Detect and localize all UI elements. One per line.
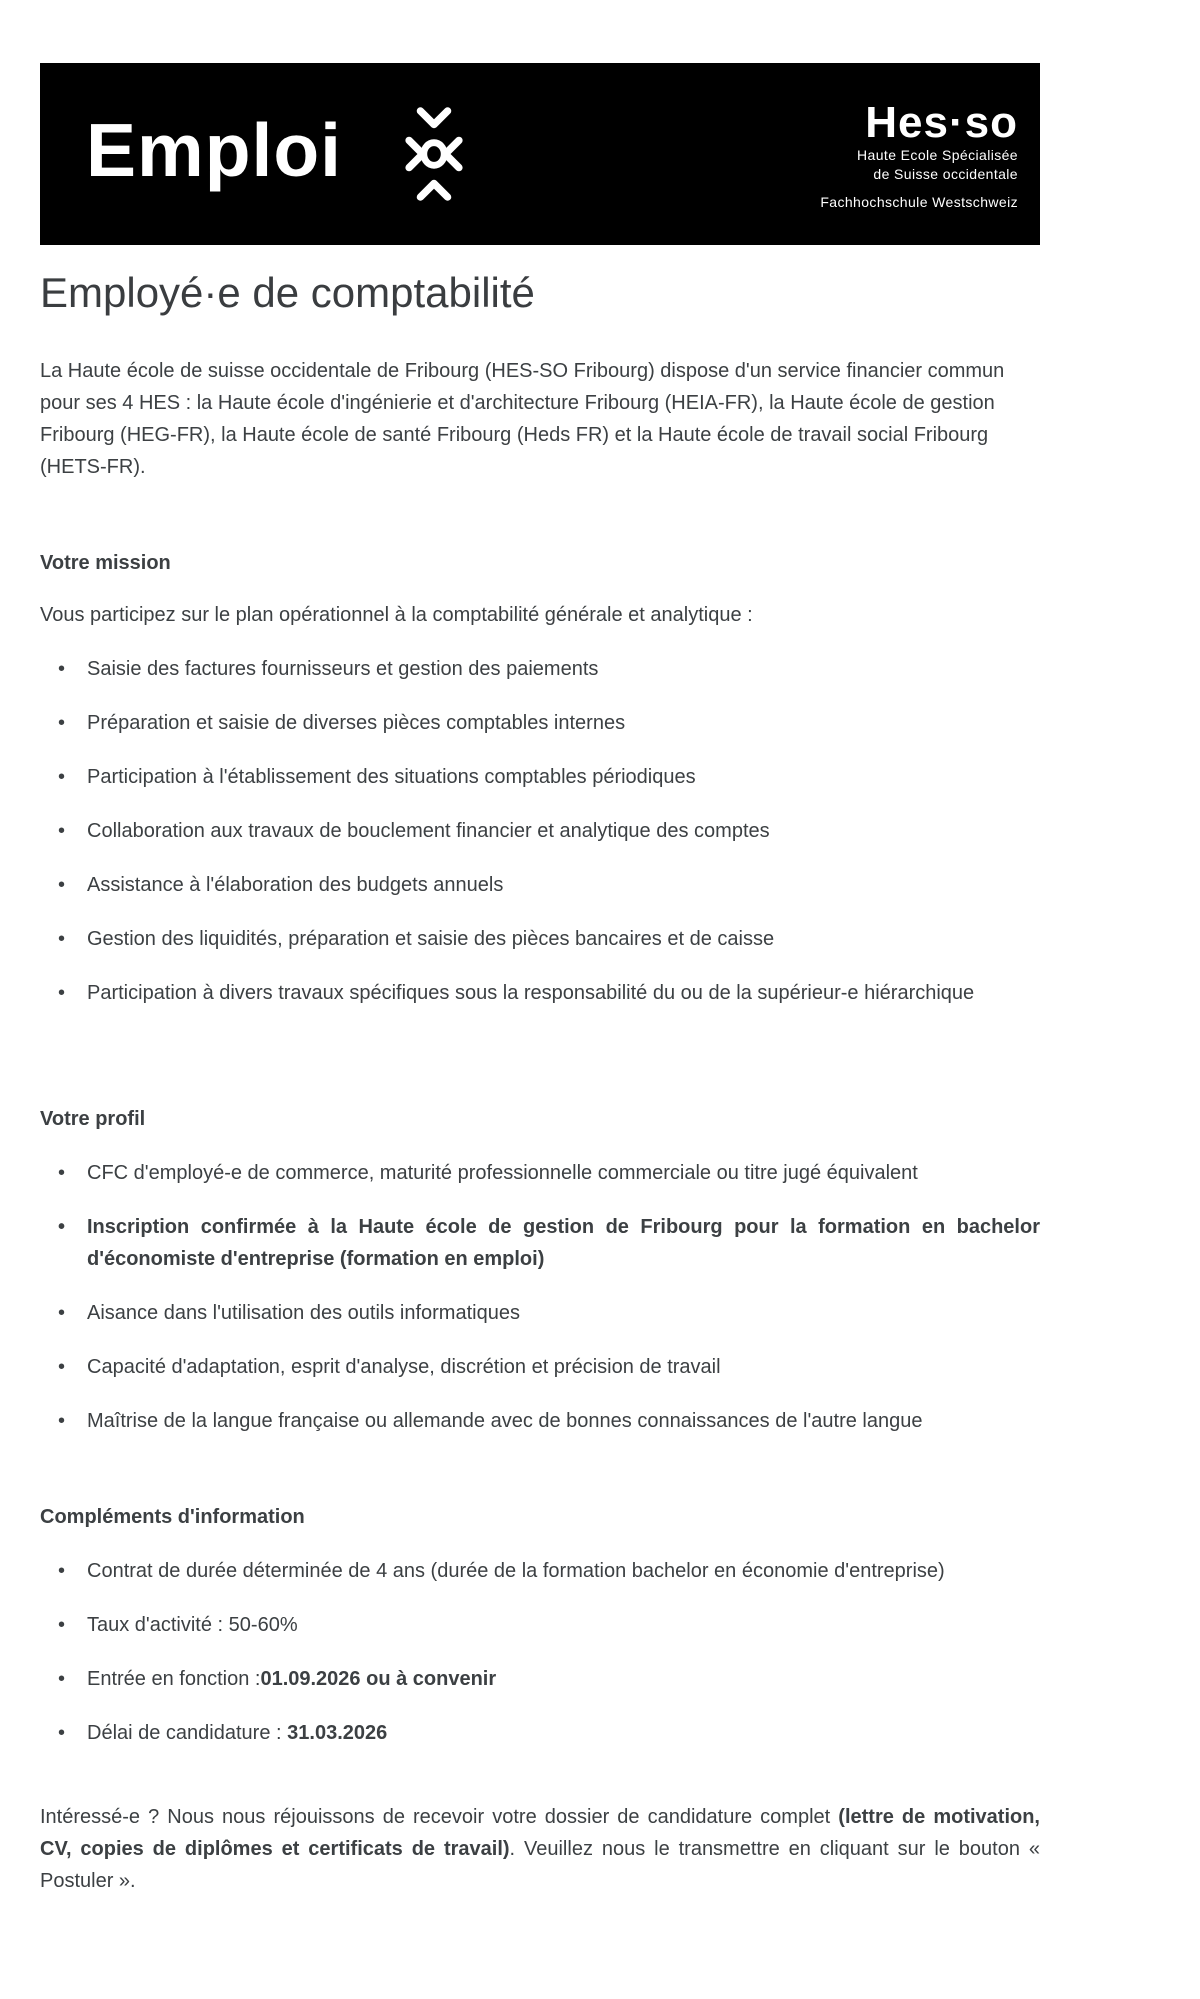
list-item: • Aisance dans l'utilisation des outils informatiques [40,1297,1040,1329]
list-item: • Participation à l'établissement des situations comptables périodiques [40,761,1040,793]
info-list [40,1555,1040,1749]
list-item: • CFC d'employé-e de commerce, maturité professionnelle commerciale ou titre jugé équivalent [40,1157,1040,1189]
header-banner [40,63,1040,245]
profile-heading: Votre profil [40,1108,146,1130]
mission-lead: Vous participez sur le plan opérationnel à la comptabilité générale et analytique : [40,604,753,626]
closing-text-bold: (lettre de motivation, CV, copies de diplômes et certificats de travail) [40,1806,1040,1860]
list-item: • Participation à divers travaux spécifiques sous la responsabilité du ou de la supérieur-e hiérarchique [40,977,1040,1009]
list-item: • Maîtrise de la langue française ou allemande avec de bonnes connaissances de l'autre langue [40,1405,1040,1437]
hesso-logo [820,97,1018,212]
mission-list [40,653,1040,1009]
list-item: • Délai de candidature : 31.03.2026 [40,1717,1040,1749]
mission-heading: Votre mission [40,552,171,574]
hesso-wordmark: Hes·so [865,97,1018,147]
list-item: • Entrée en fonction :01.09.2026 ou à convenir [40,1663,1040,1695]
closing-text-before: Intéressé-e ? Nous nous réjouissons de recevoir votre dossier de candidature complet [40,1806,839,1828]
section-profile [40,1103,1040,1437]
closing-paragraph [40,1801,1040,1897]
list-item: • Préparation et saisie de diverses pièces comptables internes [40,707,1040,739]
hesso-subtitle-de: Fachhochschule Westschweiz [820,194,1018,211]
section-info [40,1501,1040,1749]
emploi-wordmark: Emploi [86,107,343,192]
hesso-subtitle-fr-line1: Haute Ecole Spécialisée [857,147,1018,164]
job-posting-page [40,0,1040,1921]
list-item: • Gestion des liquidités, préparation et saisie des pièces bancaires et de caisse [40,923,1040,955]
section-mission [40,547,1040,1009]
intro-paragraph: La Haute école de suisse occidentale de Fribourg (HES-SO Fribourg) dispose d'un service financier commun pour ses 4 HES : la Haute école d'ingénierie et d'architecture Fribourg (HEIA-FR), la Haute école de gestion Fribourg (HEG-FR), la Haute école de santé Fribourg (Heds FR) et la Haute école de travail social Fribourg (HETS-FR). [40,360,1005,478]
list-item: • Inscription confirmée à la Haute école de gestion de Fribourg pour la formation en bachelor d'économiste d'entreprise (formation en emploi) [40,1211,1040,1275]
list-item: • Contrat de durée déterminée de 4 ans (durée de la formation bachelor en économie d'entreprise) [40,1555,1040,1587]
list-item: • Saisie des factures fournisseurs et gestion des paiements [40,653,1040,685]
page-title: Employé·e de comptabilité [40,269,535,316]
list-item: • Assistance à l'élaboration des budgets annuels [40,869,1040,901]
list-item: • Taux d'activité : 50-60% [40,1609,1040,1641]
emploi-logo [86,106,468,202]
hesso-subtitle-fr-line2: de Suisse occidentale [873,166,1018,183]
emploi-target-icon [400,106,468,202]
profile-list [40,1157,1040,1437]
list-item: • Collaboration aux travaux de bouclement financier et analytique des comptes [40,815,1040,847]
list-item: • Capacité d'adaptation, esprit d'analyse, discrétion et précision de travail [40,1351,1040,1383]
info-heading: Compléments d'information [40,1506,305,1528]
closing-text-after: . Veuillez nous le transmettre en cliquant sur le bouton « Postuler ». [40,1838,1041,1892]
